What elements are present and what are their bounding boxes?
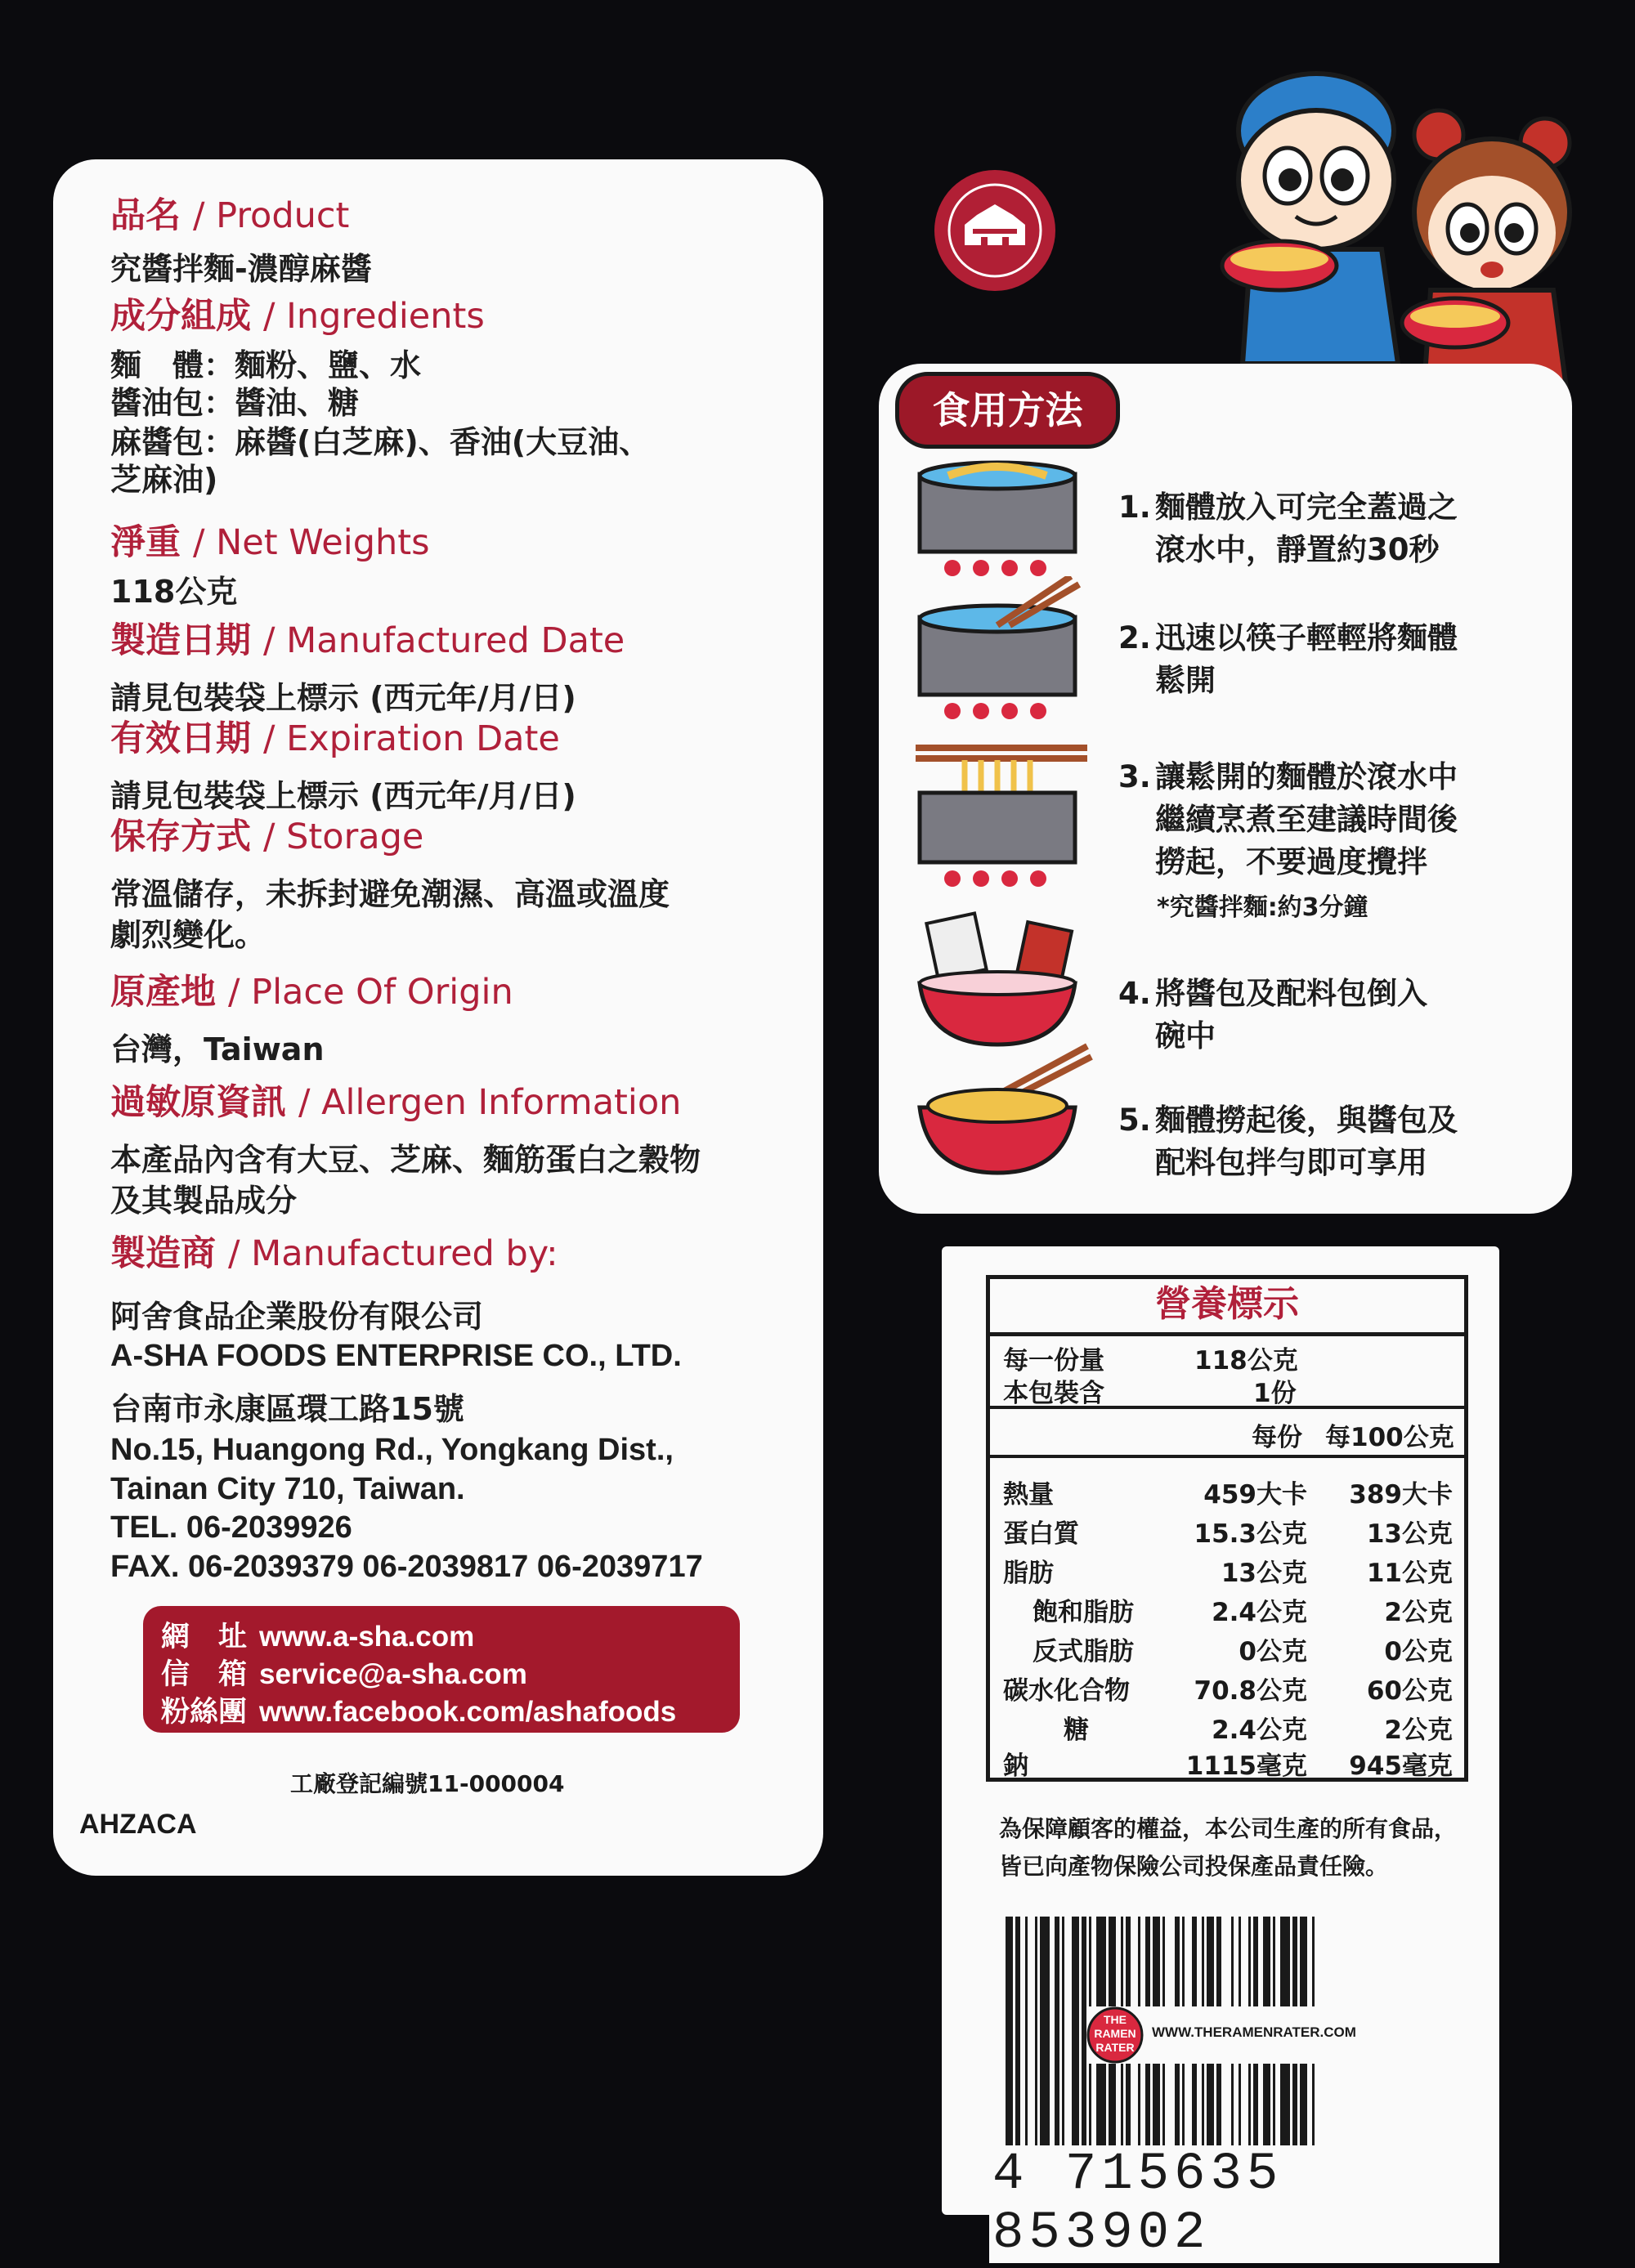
nutrient-per100: 0公克 [1384, 1637, 1453, 1666]
step-1: 1. 麵體放入可完全蓋過之 滾水中，靜置約30秒 [1118, 490, 1458, 567]
phone-line: TEL. 06-2039926 [110, 1510, 352, 1545]
ingredients-line: 醬油包：醬油、糖 [110, 385, 360, 421]
exp-date-value: 請見包裝袋上標示 (西元年/月/日) [110, 778, 576, 814]
facebook-link[interactable]: 粉絲團 www.facebook.com/ashafoods [161, 1696, 677, 1728]
servings-label: 本包裝含 [1003, 1379, 1104, 1408]
serving-size-value: 118公克 [1194, 1346, 1298, 1376]
allergen-line: 本產品內含有大豆、芝麻、麵筋蛋白之穀物 [110, 1142, 701, 1178]
nutrient-per100: 13公克 [1366, 1519, 1453, 1549]
ingredients-line: 芝麻油) [110, 462, 218, 498]
nutrient-per100: 60公克 [1366, 1676, 1453, 1706]
batch-code: AHZACA [79, 1809, 197, 1840]
ingredients-line: 麻醬包：麻醬(白芝麻)、香油(大豆油、 [110, 424, 651, 460]
serving-size-label: 每一份量 [1003, 1346, 1104, 1376]
nutrient-per: 1115毫克 [1185, 1751, 1307, 1781]
nutrient-name: 糖 [1064, 1716, 1089, 1745]
maker-label: 製造商 / Manufactured by: [110, 1233, 558, 1274]
nutrient-name: 蛋白質 [1003, 1519, 1079, 1549]
ingredients-label: 成分組成 / Ingredients [110, 296, 485, 337]
ramen-rater-url[interactable]: WWW.THERAMENRATER.COM [1152, 2024, 1356, 2040]
haccp-badge [932, 168, 1059, 294]
nutrient-per: 459大卡 [1203, 1480, 1307, 1510]
nutrition-panel [942, 1246, 1499, 2263]
nutrient-per100: 2公克 [1384, 1716, 1453, 1745]
storage-line: 常溫儲存，未拆封避免潮濕、高溫或溫度 [110, 876, 670, 912]
maker-line: A-SHA FOODS ENTERPRISE CO., LTD. [110, 1339, 682, 1373]
storage-line: 劇烈變化。 [110, 917, 267, 953]
ramen-rater-badge [1086, 2006, 1356, 2064]
nutrient-per: 2.4公克 [1212, 1598, 1307, 1627]
maker-line: 阿舍食品企業股份有限公司 [110, 1299, 484, 1335]
step-5: 5. 麵體撈起後，與醬包及 配料包拌勻即可享用 [1118, 1103, 1458, 1180]
cooking-instructions-panel [879, 364, 1572, 1214]
mfg-date-value: 請見包裝袋上標示 (西元年/月/日) [110, 680, 576, 716]
fax-line: FAX. 06-2039379 06-2039817 06-2039717 [110, 1550, 703, 1584]
origin-label: 原產地 / Place Of Origin [110, 972, 513, 1013]
nutrient-name: 脂肪 [1003, 1559, 1054, 1588]
net-weight-label: 淨重 / Net Weights [110, 522, 430, 563]
address-line: Tainan City 710, Taiwan. [110, 1472, 465, 1506]
ramen-rater-logo-text: THE RAMEN RATER [1094, 2013, 1136, 2054]
nutrient-per100: 2公克 [1384, 1598, 1453, 1627]
website-link[interactable]: 網 址 www.a-sha.com [161, 1621, 475, 1653]
product-name: 究醬拌麵-濃醇麻醬 [110, 251, 372, 287]
product-info-panel [53, 159, 823, 1876]
step-3: 3. 讓鬆開的麵體於滾水中 繼續烹煮至建議時間後 撈起，不要過度攪拌 [1118, 759, 1458, 879]
nutrient-name: 熱量 [1003, 1480, 1054, 1510]
step-2: 2. 迅速以筷子輕輕將麵體 鬆開 [1118, 620, 1458, 698]
col-per-serving: 每份 [1252, 1423, 1302, 1452]
nutrient-per100: 11公克 [1366, 1559, 1453, 1588]
allergen-line: 及其製品成分 [110, 1183, 298, 1219]
exp-date-label: 有效日期 / Expiration Date [110, 718, 560, 759]
insurance-note: 為保障顧客的權益，本公司生產的所有食品，皆已向產物保險公司投保產品責任險。 [999, 1815, 1458, 1880]
net-weight-value: 118公克 [110, 574, 238, 610]
email-link[interactable]: 信 箱 service@a-sha.com [161, 1658, 527, 1690]
address-line: No.15, Huangong Rd., Yongkang Dist., [110, 1433, 674, 1467]
col-per-100g: 每100公克 [1325, 1423, 1454, 1452]
address-line: 台南市永康區環工路15號 [110, 1391, 464, 1427]
allergen-label: 過敏原資訊 / Allergen Information [110, 1082, 682, 1123]
nutrient-per100: 389大卡 [1349, 1480, 1453, 1510]
nutrition-title: 營養標示 [990, 1279, 1464, 1336]
factory-registration: 工廠登記編號11-000004 [290, 1770, 565, 1797]
certification-seal-icon [932, 168, 1059, 294]
mfg-date-label: 製造日期 / Manufactured Date [110, 620, 625, 661]
pot-lifting-noodles-icon [899, 744, 1095, 891]
step-4: 4. 將醬包及配料包倒入 碗中 [1118, 976, 1427, 1053]
step-3-note: *究醬拌麵:約3分鐘 [1157, 893, 1368, 922]
nutrient-name: 飽和脂肪 [1033, 1598, 1134, 1627]
nutrition-table [986, 1275, 1468, 1782]
ingredients-line: 麵 體：麵粉、鹽、水 [110, 347, 422, 383]
nutrient-per: 0公克 [1239, 1637, 1307, 1666]
bowl-sauce-packets-icon [899, 910, 1095, 1049]
servings-value: 1份 [1253, 1379, 1297, 1408]
nutrient-per: 2.4公克 [1212, 1716, 1307, 1745]
nutrient-per100: 945毫克 [1349, 1751, 1453, 1781]
product-label: 品名 / Product [110, 195, 350, 236]
nutrient-per: 15.3公克 [1194, 1519, 1307, 1549]
instructions-title: 食用方法 [895, 372, 1120, 449]
nutrient-per: 13公克 [1221, 1559, 1307, 1588]
nutrient-name: 反式脂肪 [1033, 1637, 1134, 1666]
storage-label: 保存方式 / Storage [110, 816, 424, 857]
barcode-number: 4 715635 853902 [989, 2145, 1499, 2263]
bowl-noodles-icon [899, 1042, 1095, 1181]
nutrient-name: 碳水化合物 [1003, 1676, 1130, 1706]
pot-chopsticks-icon [899, 576, 1095, 723]
nutrient-name: 鈉 [1003, 1751, 1028, 1781]
origin-value: 台灣，Taiwan [110, 1031, 325, 1067]
contact-box [143, 1606, 740, 1733]
pot-boiling-icon [899, 458, 1095, 580]
nutrient-per: 70.8公克 [1194, 1676, 1307, 1706]
